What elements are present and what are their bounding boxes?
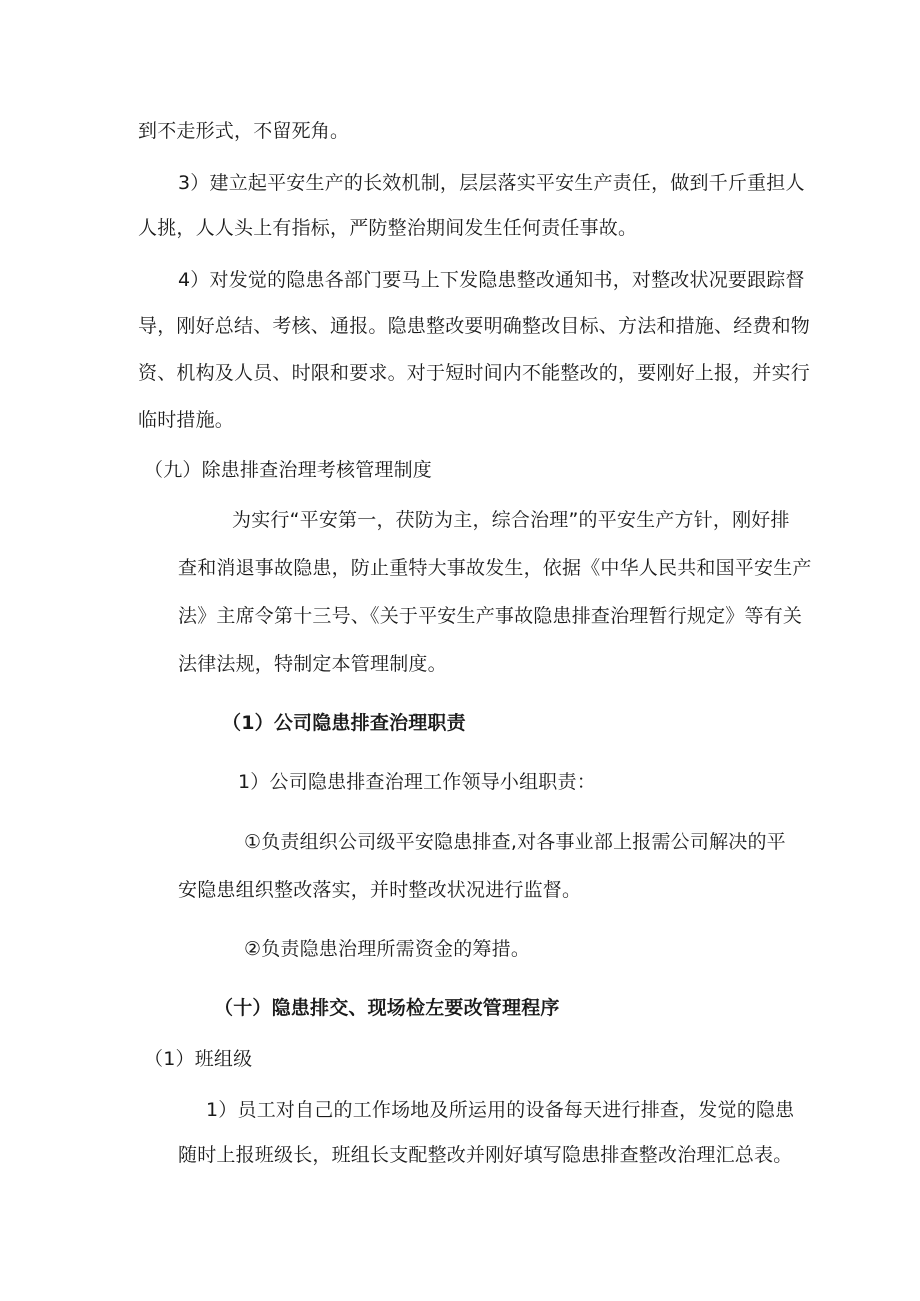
- team-item-1-line: 1）员工对自己的工作场地及所运用的设备每天进行排查，发觉的隐患: [206, 1099, 795, 1121]
- intro-paragraph-line: 法律法规，特制定本管理制度。: [178, 653, 447, 675]
- intro-paragraph-line: 法》主席令第十三号、《关于平安生产事故隐患排查治理暂行规定》等有关: [178, 605, 803, 627]
- list-item-3-line: 3）建立起平安生产的长效机制，层层落实平安生产责任，做到千斤重担人: [178, 172, 805, 194]
- duty-item-1-line: 安隐患组织整改落实，并时整改状况进行监督。: [178, 879, 582, 901]
- duty-item-2-line: ②负责隐患治理所需资金的筹措。: [244, 938, 531, 960]
- subsection-heading-team: （1）班组级: [144, 1048, 253, 1070]
- duty-item-1-line: ①负责组织公司级平安隐患排查,对各事业部上报需公司解决的平: [244, 831, 786, 853]
- intro-paragraph-line: 查和消退事故隐患，防止重特大事故发生，依据《中华人民共和国平安生产: [178, 557, 812, 579]
- list-item-4-line: 资、机构及人员、时限和要求。对于短时间内不能整改的，要刚好上报，并实行: [138, 362, 811, 384]
- duty-item-heading: 1）公司隐患排查治理工作领导小组职责：: [238, 771, 596, 793]
- paragraph-line: 到不走形式，不留死角。: [138, 120, 350, 142]
- list-item-3-line: 人挑，人人头上有指标，严防整治期间发生任何责任事故。: [138, 217, 638, 239]
- list-item-4-line: 临时措施。: [138, 409, 235, 431]
- section-heading-9: （九）除患排查治理考核管理制度: [144, 459, 433, 481]
- intro-paragraph-line: 为实行“平安第一，茯防为主，综合治理”的平安生产方针，刚好排: [232, 509, 790, 531]
- list-item-4-line: 4）对发觉的隐患各部门要马上下发隐患整改通知书，对整改状况要跟踪督: [178, 269, 805, 291]
- section-heading-10: （十）隐患排交、现场检左要改管理程序: [214, 997, 560, 1019]
- list-item-4-line: 导，刚好总结、考核、通报。隐患整改要明确整改目标、方法和措施、经费和物: [138, 315, 811, 337]
- subsection-heading-1: （1）公司隐患排查治理职责: [222, 712, 466, 734]
- team-item-1-line: 随时上报班级长，班组长支配整改并刚好填写隐患排查整改治理汇总表。: [178, 1144, 793, 1166]
